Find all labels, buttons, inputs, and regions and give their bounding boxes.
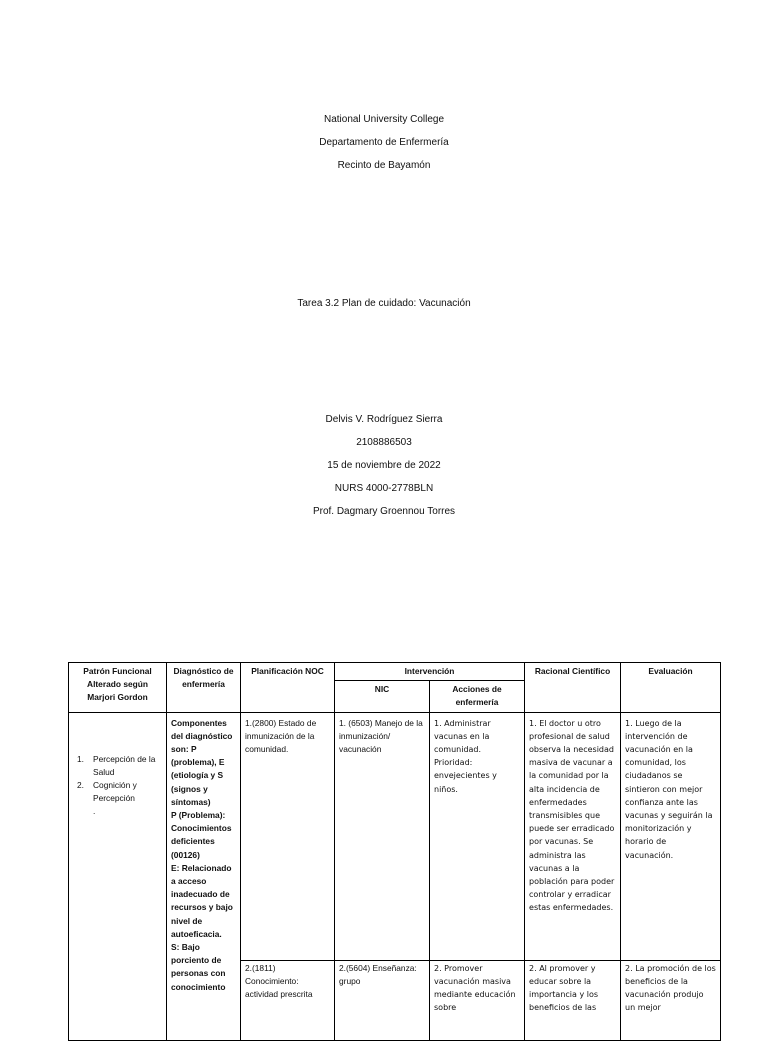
campus-name: Recinto de Bayamón (337, 160, 431, 171)
pattern-label: Percepción de la Salud (93, 753, 156, 777)
pattern-item (77, 779, 162, 805)
evaluacion-cell-1: 1. Luego de la intervención de vacunación en la comunidad, los ciudadanos se sintieron con mejor confianza ante las vacunas y seguirán la monitorización y horario de vacunación. (621, 712, 721, 960)
header-patron: Patrón Funcional Alterado según Marjori Gordon (69, 663, 167, 713)
header-nic: NIC (335, 681, 430, 712)
racional-cell-2: 2. Al promover y educar sobre la importancia y los beneficios de las (525, 960, 621, 1040)
header-acciones: Acciones de enfermería (430, 681, 525, 712)
pattern-number: 2. (77, 780, 84, 791)
acciones-cell-2: 2. Promover vacunación masiva mediante educación sobre (430, 960, 525, 1040)
department-name: Departamento de Enfermería (319, 137, 449, 148)
evaluacion-cell-2: 2. La promoción de los beneficios de la vacunación produjo un mejor (621, 960, 721, 1040)
noc-cell-1: 1.(2800) Estado de inmunización de la comunidad. (241, 712, 335, 960)
institution-name: National University College (323, 114, 445, 125)
noc-cell-2: 2.(1811) Conocimiento: actividad prescrita (241, 960, 335, 1040)
course-code: NURS 4000-2778BLN (334, 483, 434, 494)
assignment-title: Tarea 3.2 Plan de cuidado: Vacunación (297, 298, 471, 309)
header-evaluacion: Evaluación (621, 663, 721, 713)
pattern-list (73, 753, 162, 806)
pattern-number: 1. (77, 753, 84, 764)
header-racional: Racional Científico (525, 663, 621, 713)
author-name: Delvis V. Rodríguez Sierra (325, 414, 443, 425)
diagnostico-cell: Componentes del diagnóstico son: P (problema), E (etiología y S (signos y síntomas) P (Problema): Conocimientos deficientes (00126) E: Relacionado a acceso inadecuado de recursos y bajo nivel de autoeficacia. S: Bajo porciento de personas con conocimiento (167, 712, 241, 1040)
acciones-cell-1: 1. Administrar vacunas en la comunidad. Prioridad: envejecientes y niños. (430, 712, 525, 960)
submission-date: 15 de noviembre de 2022 (327, 460, 441, 471)
pattern-trailing-mark: . (93, 806, 96, 817)
professor-name: Prof. Dagmary Groennou Torres (312, 506, 456, 517)
care-plan-table (68, 662, 721, 1041)
header-intervencion: Intervención (335, 663, 525, 681)
pattern-label: Cognición y Percepción (93, 780, 137, 804)
header-planificacion: Planificación NOC (241, 663, 335, 713)
nic-cell-2: 2.(5604) Enseñanza: grupo (335, 960, 430, 1040)
student-id: 2108886503 (356, 437, 412, 448)
pattern-item (77, 753, 162, 779)
nic-cell-1: 1. (6503) Manejo de la inmunización/ vacunación (335, 712, 430, 960)
header-diagnostico: Diagnóstico de enfermería (167, 663, 241, 713)
patron-cell (69, 712, 167, 1040)
racional-cell-1: 1. El doctor u otro profesional de salud observa la necesidad masiva de vacunar a la comunidad por la alta incidencia de enfermedades transmisibles que puede ser erradicado por vacunas. Se administra las vacunas a la población para poder controlar y erradicar estas enfermedades. (525, 712, 621, 960)
